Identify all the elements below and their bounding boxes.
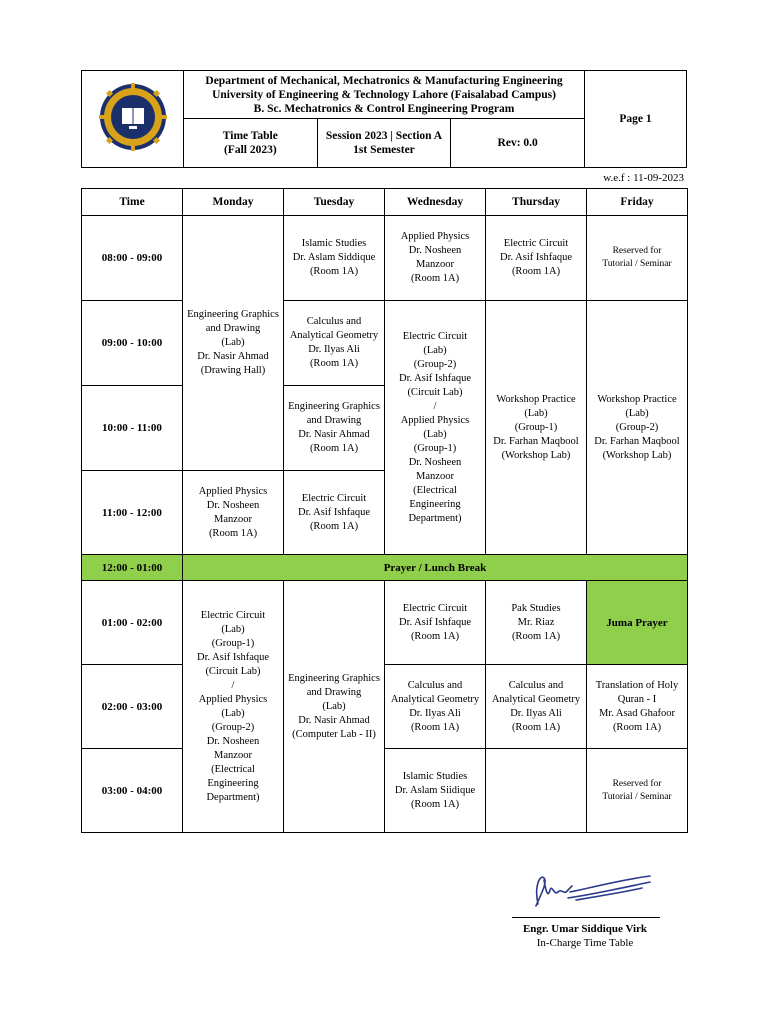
cell-line: Electric Circuit xyxy=(402,330,468,342)
cell-line: (Lab) xyxy=(221,707,245,719)
cell-line: (Electrical xyxy=(413,484,457,496)
cell-line: Manzoor xyxy=(214,513,252,525)
cell-line: Translation of Holy xyxy=(595,679,679,691)
time-slot: 08:00 - 09:00 xyxy=(82,216,183,301)
cell-line: (Room 1A) xyxy=(309,443,359,454)
time-slot: 11:00 - 12:00 xyxy=(82,471,183,555)
cell-line: Engineering Graphics xyxy=(187,309,279,320)
cell-line: (Room 1A) xyxy=(612,721,662,733)
cell-line: Applied Physics xyxy=(400,414,470,426)
cell-line: (Lab) xyxy=(322,700,346,712)
class-cell xyxy=(284,386,385,471)
session-info xyxy=(317,119,451,168)
department-name: Department of Mechanical, Mechatronics & Manufacturing Engineering xyxy=(205,74,563,87)
cell-line: and Drawing xyxy=(306,415,362,426)
page-number: Page 1 xyxy=(585,71,687,168)
cell-line: Reserved for xyxy=(612,778,662,789)
cell-line: (Lab) xyxy=(625,407,649,419)
university-logo-cell xyxy=(82,71,184,168)
cell-line: Engineering Graphics xyxy=(288,401,380,412)
cell-line: (Lab) xyxy=(524,407,548,419)
class-cell xyxy=(587,216,688,301)
cell-line: (Group-1) xyxy=(413,442,457,454)
cell-line: Dr. Ilyas Ali xyxy=(308,344,360,355)
cell-line: (Room 1A) xyxy=(410,721,460,733)
cell-line: (Group-2) xyxy=(211,721,255,733)
semester: 1st Semester xyxy=(353,144,415,156)
cell-line: Calculus and xyxy=(306,316,362,327)
cell-line: Engineering Graphics xyxy=(288,672,380,684)
col-friday: Friday xyxy=(587,189,688,216)
signature-image xyxy=(510,866,660,916)
effective-date: w.e.f : 11-09-2023 xyxy=(603,172,684,184)
signature-line xyxy=(512,917,660,918)
cell-line: Workshop Practice xyxy=(597,393,677,405)
col-wednesday: Wednesday xyxy=(385,189,486,216)
cell-line: Dr. Farhan Maqbool xyxy=(493,435,579,447)
signatory-name: Engr. Umar Siddique Virk xyxy=(522,923,648,935)
class-cell xyxy=(486,665,587,749)
cell-line: Dr. Aslam Siidique xyxy=(394,784,476,796)
timetable-title: Time Table xyxy=(222,130,278,142)
cell-line: (Electrical xyxy=(211,763,255,775)
cell-line: Department) xyxy=(206,791,260,803)
cell-line: Dr. Nasir Ahmad xyxy=(298,429,370,440)
class-cell xyxy=(385,581,486,665)
class-cell xyxy=(486,581,587,665)
cell-line: (Room 1A) xyxy=(410,630,460,642)
slot-row xyxy=(82,301,688,386)
slot-row xyxy=(82,749,688,833)
cell-line: Dr. Asif Ishfaque xyxy=(398,616,472,628)
time-slot: 10:00 - 11:00 xyxy=(82,386,183,471)
cell-line: Dr. Ilyas Ali xyxy=(409,707,461,719)
cell-line: Dr. Nosheen xyxy=(408,456,462,468)
cell-line: (Room 1A) xyxy=(410,798,460,810)
cell-line: Dr. Nosheen xyxy=(206,499,260,511)
break-row xyxy=(82,555,688,581)
cell-line: (Workshop Lab) xyxy=(501,449,571,461)
class-cell xyxy=(587,749,688,833)
cell-line: / xyxy=(231,679,235,691)
cell-line: Dr. Nasir Ahmad xyxy=(197,351,269,362)
session-section: Session 2023 | Section A xyxy=(325,130,443,142)
cell-line: (Room 1A) xyxy=(309,520,359,532)
cell-line: (Computer Lab - II) xyxy=(292,728,376,740)
cell-line: Engineering xyxy=(409,498,461,510)
time-slot: 03:00 - 04:00 xyxy=(82,749,183,833)
cell-line: (Room 1A) xyxy=(511,266,561,277)
class-cell xyxy=(486,216,587,301)
cell-line: Islamic Studies xyxy=(402,770,468,782)
cell-line: Electric Circuit xyxy=(200,609,266,621)
class-cell xyxy=(486,749,587,833)
day-header-row xyxy=(82,189,688,216)
time-slot: 01:00 - 02:00 xyxy=(82,581,183,665)
cell-line: Analytical Geometry xyxy=(491,693,581,705)
program-name: B. Sc. Mechatronics & Control Engineering Program xyxy=(253,102,515,115)
cell-line: Manzoor xyxy=(416,470,454,482)
cell-line: Reserved for xyxy=(612,246,662,256)
cell-line: Applied Physics xyxy=(400,231,470,242)
university-name: University of Engineering & Technology Lahore (Faisalabad Campus) xyxy=(212,88,556,101)
juma-prayer: Juma Prayer xyxy=(587,581,688,665)
cell-line: Calculus and xyxy=(407,679,463,691)
revision: Rev: 0.0 xyxy=(451,119,585,168)
cell-line: Pak Studies xyxy=(511,602,561,614)
cell-line: Workshop Practice xyxy=(496,393,576,405)
class-cell xyxy=(183,216,284,471)
cell-line: Department) xyxy=(408,512,462,524)
col-thursday: Thursday xyxy=(486,189,587,216)
cell-line: Calculus and xyxy=(508,679,564,691)
university-logo xyxy=(98,82,168,152)
cell-line: Dr. Asif Ishfaque xyxy=(499,252,573,263)
class-cell xyxy=(587,665,688,749)
cell-line: (Group-1) xyxy=(514,421,558,433)
cell-line: Islamic Studies xyxy=(301,238,367,249)
signature-block xyxy=(490,922,680,950)
timetable-term: (Fall 2023) xyxy=(223,144,277,156)
cell-line: Dr. Asif Ishfaque xyxy=(196,651,270,663)
class-cell xyxy=(183,581,284,833)
cell-line: and Drawing xyxy=(306,686,362,698)
institution-heading xyxy=(184,71,585,119)
class-cell xyxy=(183,471,284,555)
class-cell xyxy=(284,216,385,301)
cell-line: Analytical Geometry xyxy=(390,693,480,705)
cell-line: (Room 1A) xyxy=(511,630,561,642)
cell-line: Manzoor xyxy=(214,749,252,761)
cell-line: / xyxy=(433,400,437,412)
cell-line: Mr. Riaz xyxy=(517,616,555,628)
cell-line: Dr. Aslam Siddique xyxy=(292,252,376,263)
slot-row xyxy=(82,216,688,301)
cell-line: Quran - I xyxy=(617,693,657,705)
cell-line: (Room 1A) xyxy=(410,273,460,284)
cell-line: Tutorial / Seminar xyxy=(602,791,672,802)
cell-line: (Lab) xyxy=(221,337,245,348)
cell-line: Dr. Nasir Ahmad xyxy=(298,714,370,726)
cell-line: Dr. Nosheen xyxy=(206,735,260,747)
time-slot: 09:00 - 10:00 xyxy=(82,301,183,386)
class-cell xyxy=(284,581,385,833)
cell-line: Analytical Geometry xyxy=(289,330,379,341)
class-cell xyxy=(587,301,688,555)
slot-row xyxy=(82,581,688,665)
col-tuesday: Tuesday xyxy=(284,189,385,216)
cell-line: (Lab) xyxy=(423,344,447,356)
cell-line: Electric Circuit xyxy=(402,602,468,614)
timetable-grid xyxy=(81,188,688,833)
cell-line: (Group-1) xyxy=(211,637,255,649)
class-cell xyxy=(385,301,486,555)
cell-line: Applied Physics xyxy=(198,693,268,705)
cell-line: Electric Circuit xyxy=(301,492,367,504)
cell-line: Dr. Asif Ishfaque xyxy=(398,372,472,384)
cell-line: Mr. Asad Ghafoor xyxy=(598,707,676,719)
cell-line: Dr. Ilyas Ali xyxy=(510,707,562,719)
cell-line: (Group-2) xyxy=(413,358,457,370)
cell-line: (Drawing Hall) xyxy=(200,365,266,376)
signatory-title: In-Charge Time Table xyxy=(536,937,634,949)
cell-line: Dr. Asif Ishfaque xyxy=(297,506,371,518)
class-cell xyxy=(385,665,486,749)
col-monday: Monday xyxy=(183,189,284,216)
class-cell xyxy=(486,301,587,555)
cell-line: Electric Circuit xyxy=(503,238,569,249)
cell-line: and Drawing xyxy=(205,323,261,334)
cell-line: Dr. Farhan Maqbool xyxy=(594,435,680,447)
cell-line: (Room 1A) xyxy=(309,358,359,369)
cell-line: (Workshop Lab) xyxy=(602,449,672,461)
cell-line: (Group-2) xyxy=(615,421,659,433)
class-cell xyxy=(385,749,486,833)
class-cell xyxy=(284,471,385,555)
time-slot: 12:00 - 01:00 xyxy=(82,555,183,581)
time-slot: 02:00 - 03:00 xyxy=(82,665,183,749)
cell-line: (Lab) xyxy=(221,623,245,635)
class-cell xyxy=(385,216,486,301)
cell-line: (Room 1A) xyxy=(208,527,258,539)
cell-line: Dr. Nosheen xyxy=(408,245,462,256)
cell-line: Engineering xyxy=(207,777,259,789)
cell-line: (Room 1A) xyxy=(511,721,561,733)
class-cell xyxy=(284,301,385,386)
cell-line: (Circuit Lab) xyxy=(407,386,463,398)
cell-line: (Lab) xyxy=(423,428,447,440)
cell-line: Applied Physics xyxy=(198,485,268,497)
cell-line: Tutorial / Seminar xyxy=(602,259,672,269)
col-time: Time xyxy=(82,189,183,216)
timetable-label xyxy=(184,119,318,168)
lunch-break: Prayer / Lunch Break xyxy=(183,555,688,581)
slot-row xyxy=(82,665,688,749)
cell-line: Manzoor xyxy=(416,259,454,270)
cell-line: (Circuit Lab) xyxy=(205,665,261,677)
header-table xyxy=(81,70,687,168)
cell-line: (Room 1A) xyxy=(309,266,359,277)
